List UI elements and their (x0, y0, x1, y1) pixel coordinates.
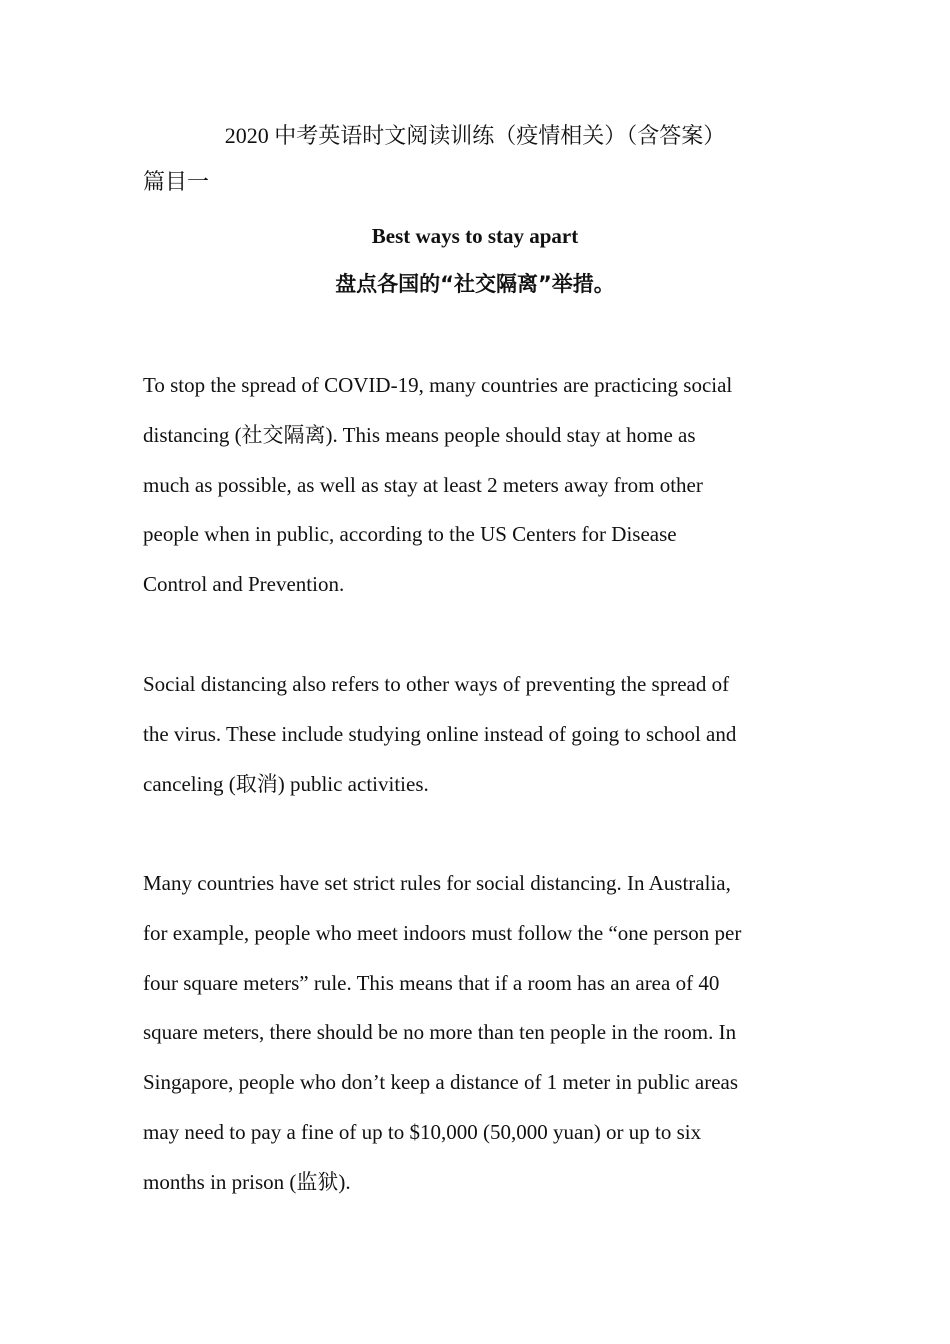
paragraph-1 (143, 361, 815, 610)
article-title: Best ways to stay apart (371, 224, 579, 248)
paragraph-line: months in prison (监狱). (143, 1169, 351, 1194)
paragraph-line: Social distancing also refers to other ways of preventing the spread of (143, 672, 730, 696)
paragraph-line: people when in public, according to the US Centers for Disease (143, 522, 677, 547)
paragraph-line: distancing (社交隔离). This means people should stay at home as (143, 422, 696, 447)
paragraph-line: Singapore, people who don’t keep a distance of 1 meter in public areas (143, 1070, 739, 1095)
paragraph-line: square meters, there should be no more than ten people in the room. In (143, 1020, 737, 1045)
paragraph-2 (143, 660, 815, 809)
paragraph-line: Many countries have set strict rules for social distancing. In Australia, (143, 871, 731, 895)
paragraph-line: for example, people who meet indoors must follow the “one person per (143, 920, 742, 945)
paragraph-line: much as possible, as well as stay at least 2 meters away from other (143, 472, 703, 497)
paragraph-line: canceling (取消) public activities. (143, 771, 429, 796)
paragraph-line: the virus. These include studying online instead of going to school and (143, 721, 737, 746)
paragraph-line: four square meters” rule. This means that if a room has an area of 40 (143, 970, 720, 995)
section-label: 篇目一 (143, 170, 210, 195)
paragraph-line: may need to pay a fine of up to $10,000 (50,000 yuan) or up to six (143, 1119, 702, 1144)
paragraph-line: To stop the spread of COVID-19, many countries are practicing social (143, 373, 733, 397)
paragraph-3 (143, 859, 815, 1208)
article-subtitle: 盘点各国的“社交隔离”举措。 (335, 272, 615, 296)
paragraph-line: Control and Prevention. (143, 572, 345, 597)
document-title: 2020 中考英语时文阅读训练（疫情相关）（含答案） (224, 123, 726, 148)
